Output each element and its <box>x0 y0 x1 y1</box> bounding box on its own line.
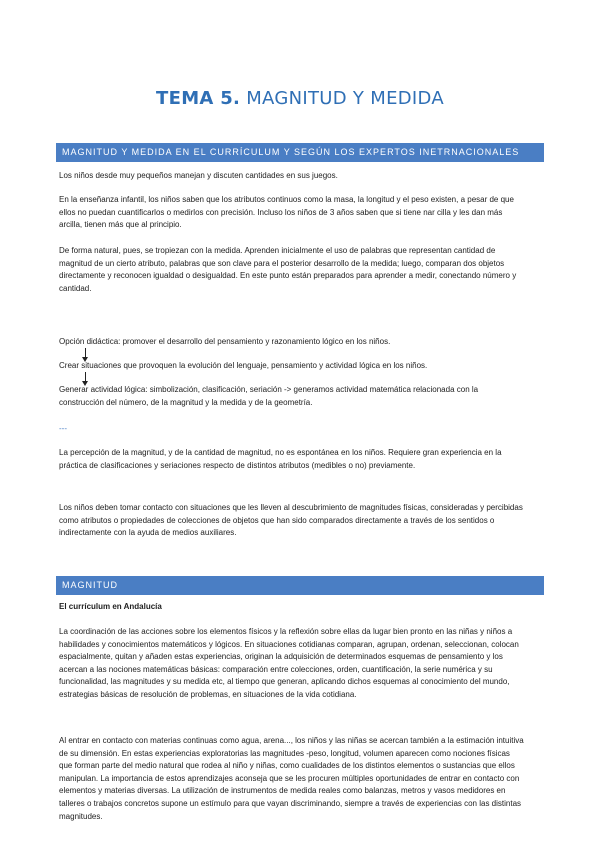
title-text: MAGNITUD Y MEDIDA <box>246 88 444 109</box>
section-header-magnitud: MAGNITUD <box>56 576 544 595</box>
separator-dots: --- <box>59 424 67 433</box>
paragraph-forma-natural: De forma natural, pues, se tropiezan con la medida. Aprenden inicialmente el uso de palabras que representan cantidad de magnitud de un cierto atributo, palabras que son clave para el posterior desarrollo de la medida; luego, comparan dos objetos directamente y reconocen igualdad o desigualdad. En este punto están preparados para aprender a medir, conectando número y cantidad. <box>59 246 517 293</box>
paragraph-intro: Los niños desde muy pequeños manejan y discuten cantidades en sus juegos. <box>59 171 338 180</box>
crear-situaciones: Crear situaciones que provoquen la evolución del lenguaje, pensamiento y actividad lógica en los niños. <box>59 361 428 370</box>
page-title <box>0 88 600 109</box>
paragraph-contacto: Los niños deben tomar contacto con situaciones que les lleven al descubrimiento de magnitudes físicas, consideradas y percibidas como atributos o propiedades de colecciones de objetos que han sido comparados directamente a través de los sentidos o indirectamente con la ayuda de medios auxiliares. <box>59 503 523 538</box>
title-number: TEMA 5. <box>156 88 241 109</box>
flow-arrow-1 <box>85 348 86 358</box>
paragraph-ensenanza-infantil: En la enseñanza infantil, los niños saben que los atributos continuos como la masa, la longitud y el peso existen, a pesar de que ellos no puedan cuantificarlos o medirlos con precisión. Incluso los niños de 3 años saben que si tiene nar cilla y les dan más arcilla, tienen más que al principio. <box>59 195 514 230</box>
subheading-curriculum-andalucia: El currículum en Andalucía <box>59 602 162 611</box>
paragraph-percepcion: La percepción de la magnitud, y de la cantidad de magnitud, no es espontánea en los niños. Requiere gran experiencia en la práctica de clasificaciones y seriaciones respecto de distintos atributos (medibles o no) previamente. <box>59 448 502 470</box>
section-header-magnitud-y-medida: MAGNITUD Y MEDIDA EN EL CURRÍCULUM Y SEGÚN LOS EXPERTOS INETRNACIONALES <box>56 143 544 162</box>
opcion-didactica: Opción didáctica: promover el desarrollo del pensamiento y razonamiento lógico en los niños. <box>59 337 391 346</box>
paragraph-materias-continuas: Al entrar en contacto con materias continuas como agua, arena..., los niños y las niñas se acercan también a la estimación intuitiva de su dimensión. En estas experiencias exploratorias las magnitudes -peso, longitud, volumen aparecen como nociones físicas que forman parte del medio natural que rodea al niño y niñas, como cualidades de los distintos elementos o sustancias que ellos manipulan. La importancia de estos aprendizajes aconseja que se les procuren múltiples oportunidades de entrar en contacto con elementos y materias diversas. La utilización de instrumentos de medida reales como balanzas, metros y vasos medidores en talleres o trabajos concretos supone un estímulo para que vayan discriminando, siempre a través de experiencias con las distintas magnitudes. <box>59 736 524 821</box>
flow-arrow-2 <box>85 372 86 382</box>
paragraph-coordinacion: La coordinación de las acciones sobre los elementos físicos y la reflexión sobre ellas da lugar bien pronto en las niñas y niños a habilidades y conocimientos matemáticos y lógicos. En situaciones cotidianas comparan, agrupan, ordenan, seleccionan, colocan espacialmente, quitan y añaden estas experiencias, originan la adquisición de determinados esquemas de pensamiento y los acercan a las nociones matemáticas básicas: comparación entre colecciones, orden, cuantificación, la serie numérica y su funcionalidad, las magnitudes y su medida etc, al tiempo que generan, aplicando dichos esquemas al conocimiento del mundo, estrategias básicas de resolución de problemas, en situaciones de la vida cotidiana. <box>59 627 519 699</box>
generar-actividad: Generar actividad lógica: simbolización, clasificación, seriación -> generamos actividad matemática relacionada con la construcción del número, de la magnitud y la medida y de la geometría. <box>59 385 479 407</box>
